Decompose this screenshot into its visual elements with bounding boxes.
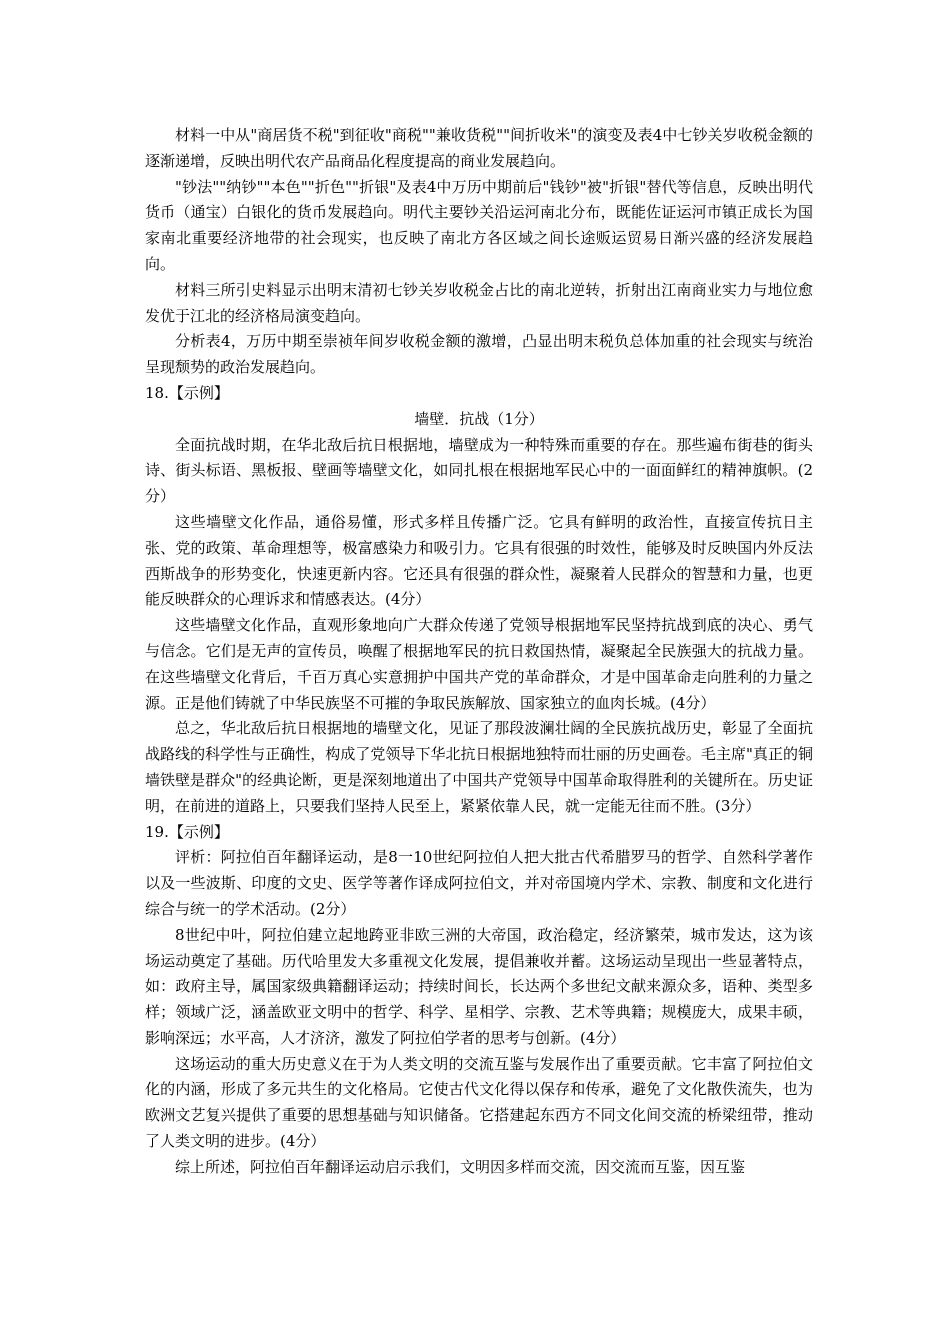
answer-document [145,123,813,1181]
paragraph-translation-definition: 评析：阿拉伯百年翻译运动，是8一10世纪阿拉伯人把大批古代希腊罗马的哲学、自然科学著作以及一些波斯、印度的文史、医学等著作译成阿拉伯文，并对帝国境内学术、宗教、制度和文化进行综合与统一的学术活动。(2分） [145,848,813,918]
question-19-heading: 19.【示例】 [145,822,229,841]
paragraph-currency-trend: "钞法""纳钞""本色""折色""折银"及表4中万历中期前后"钱钞"被"折银"替代等信息，反映出明代货币（通宝）白银化的货币发展趋向。明代主要钞关沿运河南北分布，既能佐证运河市镇正成长为国家南北重要经济地带的社会现实，也反映了南北方各区域之间长途贩运贸易日渐兴盛的经济发展趋向。 [145,177,813,273]
paragraph-wall-features: 这些墙壁文化作品，通俗易懂，形式多样且传播广泛。它具有鲜明的政治性，直接宣传抗日主张、党的政策、革命理想等，极富感染力和吸引力。它具有很强的时效性，能够及时反映国内外反法西斯战争的形势变化，快速更新内容。它还具有很强的群众性，凝聚着人民群众的智慧和力量，也更能反映群众的心理诉求和情感表达。(4分） [145,512,813,609]
paragraph-translation-background: 8世纪中叶，阿拉伯建立起地跨亚非欧三洲的大帝国，政治稳定，经济繁荣，城市发达，这为该场运动奠定了基础。历代哈里发大多重视文化发展，提倡兼收并蓄。这场运动呈现出一些显著特点，如：政府主导，属国家级典籍翻译运动；持续时间长，长达两个多世纪文献来源众多，语种、类型多样；领域广泛，涵盖欧亚文明中的哲学、科学、星相学、宗教、艺术等典籍；规模庞大，成果丰硕，影响深远；水平高，人才济济，激发了阿拉伯学者的思考与创新。(4分） [145,925,813,1047]
question-18-title: 墙壁．抗战（1分） [414,409,544,428]
paragraph-table-analysis: 分析表4，万历中期至崇祯年间岁收税金额的激增，凸显出明末税负总体加重的社会现实与统治呈现颓势的政治发展趋向。 [145,332,813,377]
paragraph-translation-conclusion: 综上所述，阿拉伯百年翻译运动启示我们，文明因多样而交流，因交流而互鉴，因互鉴 [175,1157,746,1176]
paragraph-wall-role: 这些墙壁文化作品，直观形象地向广大群众传递了党领导根据地军民坚持抗战到底的决心、勇气与信念。它们是无声的宣传员，唤醒了根据地军民的抗日救国热情，凝聚起全民族强大的抗战力量。在这些墙壁文化背后，千百万真心实意拥护中国共产党的革命群众，才是中国革命走向胜利的力量之源。正是他们铸就了中华民族坚不可摧的争取民族解放、国家独立的血肉长城。(4分） [145,616,813,712]
paragraph-wall-summary: 总之，华北敌后抗日根据地的墙壁文化，见证了那段波澜壮阔的全民族抗战历史，彰显了全面抗战路线的科学性与正确性，构成了党领导下华北抗日根据地独特而壮丽的历史画卷。毛主席"真正的铜墙铁壁是群众"的经典论断，更是深刻地道出了中国共产党领导中国革命取得胜利的关键所在。历史证明，在前进的道路上，只要我们坚持人民至上，紧紧依靠人民，就一定能无往而不胜。(3分） [145,719,813,815]
question-18-heading: 18.【示例】 [145,383,229,402]
paragraph-material-three: 材料三所引史料显示出明末清初七钞关岁收税金占比的南北逆转，折射出江南商业实力与地位愈发优于江北的经济格局演变趋向。 [145,280,813,325]
paragraph-translation-significance: 这场运动的重大历史意义在于为人类文明的交流互鉴与发展作出了重要贡献。它丰富了阿拉伯文化的内涵，形成了多元共生的文化格局。它使古代文化得以保存和传承，避免了文化散佚流失，也为欧洲文艺复兴提供了重要的思想基础与知识储备。它搭建起东西方不同文化间交流的桥梁纽带，推动了人类文明的进步。(4分） [145,1054,813,1151]
paragraph-wall-intro: 全面抗战时期，在华北敌后抗日根据地，墙壁成为一种特殊而重要的存在。那些遍布街巷的街头诗、街头标语、黑板报、壁画等墙壁文化，如同扎根在根据地军民心中的一面面鲜红的精神旗帜。(2分） [145,435,813,506]
paragraph-material-one: 材料一中从"商居货不税"到征收"商税""兼收货税""间折收米"的演变及表4中七钞关岁收税金额的逐渐递增，反映出明代农产品商品化程度提高的商业发展趋向。 [145,126,813,170]
